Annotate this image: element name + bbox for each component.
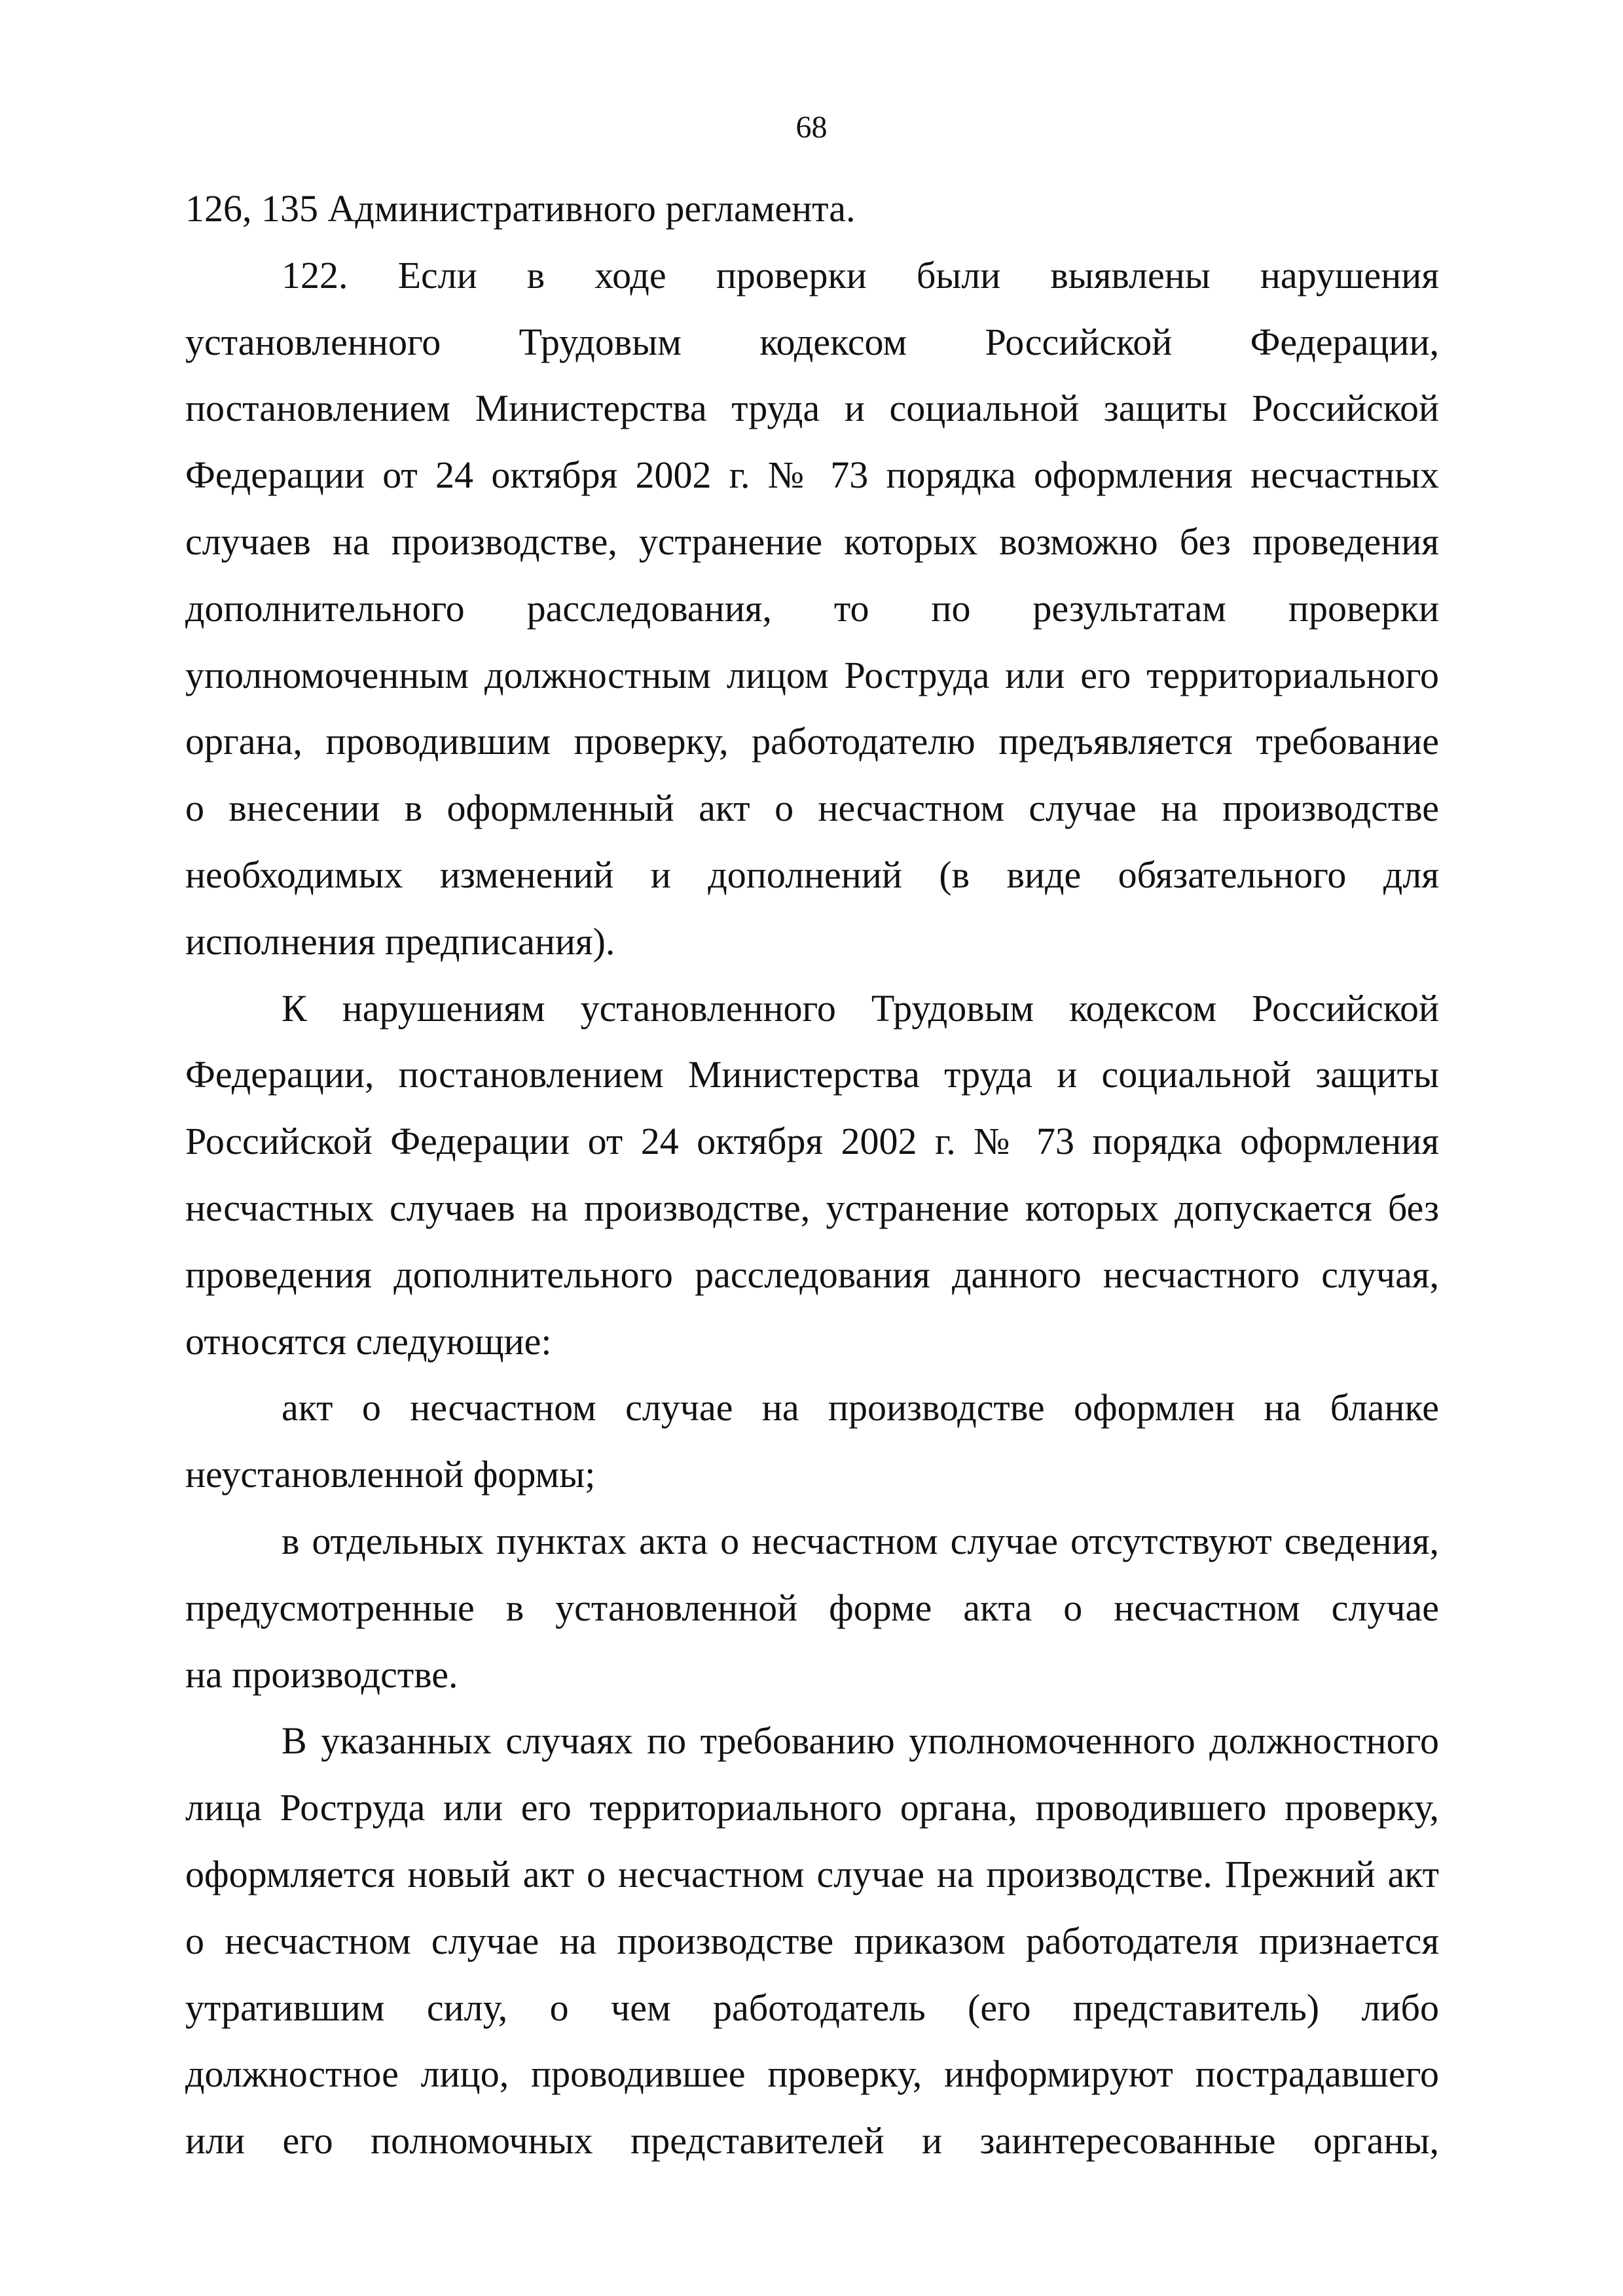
text-line: необходимых изменений и дополнений (в виде обязательного для (185, 853, 1439, 896)
paragraph-p2 (185, 975, 1439, 1375)
paragraph-p5 (185, 1708, 1439, 2174)
text-line: Федерации, постановлением Министерства труда и социальной защиты (185, 1053, 1439, 1096)
paragraph-p0 (185, 175, 1439, 242)
document-body (185, 175, 1439, 2174)
text-line: относятся следующие: (185, 1319, 552, 1363)
text-line: о несчастном случае на производстве приказом работодателя признается (185, 1919, 1439, 1962)
text-line: лица Роструда или его территориального органа, проводившего проверку, (185, 1786, 1439, 1829)
text-line: случаев на производстве, устранение которых возможно без проведения (185, 520, 1439, 563)
text-line: в отдельных пунктах акта о несчастном случае отсутствуют сведения, (282, 1519, 1439, 1562)
text-line: неустановленной формы; (185, 1453, 596, 1496)
text-line: должностное лицо, проводившее проверку, информируют пострадавшего (185, 2053, 1439, 2096)
text-line: установленного Трудовым кодексом Российской Федерации, (185, 320, 1439, 363)
text-line: Российской Федерации от 24 октября 2002 г. № 73 порядка оформления (185, 1120, 1439, 1163)
text-line: органа, проводившим проверку, работодателю предъявляется требование (185, 720, 1439, 763)
text-line: В указанных случаях по требованию уполномоченного должностного (282, 1719, 1439, 1763)
text-line: уполномоченным должностным лицом Роструда или его территориального (185, 653, 1439, 696)
text-line: К нарушениям установленного Трудовым кодексом Российской (282, 986, 1439, 1030)
paragraph-p3 (185, 1374, 1439, 1508)
text-line: проведения дополнительного расследования данного несчастного случая, (185, 1253, 1439, 1296)
text-line: на производстве. (185, 1653, 458, 1696)
text-line: утратившим силу, о чем работодатель (его представитель) либо (185, 1986, 1439, 2029)
page-number: 68 (795, 110, 828, 145)
text-line: постановлением Министерства труда и социальной защиты Российской (185, 387, 1439, 430)
text-line: Федерации от 24 октября 2002 г. № 73 порядка оформления несчастных (185, 454, 1439, 497)
text-line: несчастных случаев на производстве, устранение которых допускается без (185, 1186, 1439, 1229)
text-line: или его полномочных представителей и заинтересованные органы, (185, 2119, 1439, 2162)
text-line: оформляется новый акт о несчастном случае на производстве. Прежний акт (185, 1852, 1439, 1895)
text-line: исполнения предписания). (185, 920, 615, 963)
text-line: о внесении в оформленный акт о несчастном случае на производстве (185, 787, 1439, 830)
text-line: акт о несчастном случае на производстве оформлен на бланке (282, 1386, 1439, 1429)
text-line: 126, 135 Административного регламента. (185, 187, 856, 230)
paragraph-p4 (185, 1508, 1439, 1708)
text-line: 122. Если в ходе проверки были выявлены нарушения (282, 253, 1439, 296)
text-line: предусмотренные в установленной форме акта о несчастном случае (185, 1586, 1439, 1629)
paragraph-p1 (185, 242, 1439, 975)
text-line: дополнительного расследования, то по результатам проверки (185, 586, 1439, 630)
